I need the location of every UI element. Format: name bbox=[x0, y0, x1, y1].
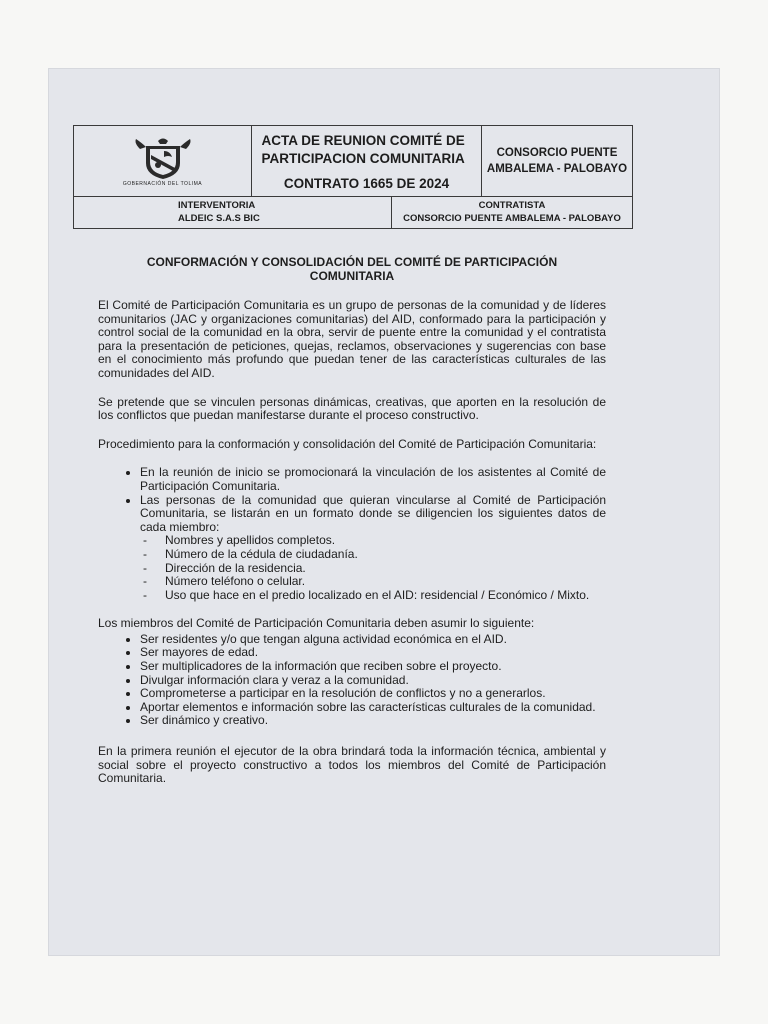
document-title: CONFORMACIÓN Y CONSOLIDACIÓN DEL COMITÉ DE PARTICIPACIÓN COMUNITARIA bbox=[146, 255, 558, 283]
members-intro: Los miembros del Comité de Participación Comunitaria deben asumir lo siguiente: bbox=[98, 616, 535, 631]
consorcio-cell bbox=[482, 126, 632, 196]
list-item: • Ser dinámico y creativo. bbox=[140, 714, 606, 728]
list-item: • Ser mayores de edad. bbox=[140, 646, 606, 660]
contratista-name: CONSORCIO PUENTE AMBALEMA - PALOBAYO bbox=[403, 213, 621, 224]
list-item: • Aportar elementos e información sobre las características culturales de la comunidad. bbox=[140, 701, 606, 715]
contratista-label: CONTRATISTA bbox=[478, 200, 546, 211]
coat-of-arms-icon bbox=[128, 135, 198, 181]
paragraph-definition: El Comité de Participación Comunitaria es un grupo de personas de la comunidad y de líderes comunitarios (JAC y organizaciones comunitarias) del AID, conformado para la participación y control social de la comunidad en la obra, servir de puente entre la comunidad y el contratista para la presentación de peticiones, quejas, reclamos, observaciones y sugerencias con base en el conocimiento más profundo que puedan tener de las características culturales de las comunidades del AID. bbox=[98, 298, 606, 380]
logo-caption: GOBERNACIÓN DEL TOLIMA bbox=[122, 181, 203, 187]
interventoria-name: ALDEIC S.A.S BIC bbox=[178, 213, 260, 224]
acta-title-line1: ACTA DE REUNION COMITÉ DE bbox=[261, 132, 465, 148]
list-item: • Las personas de la comunidad que quieran vincularse al Comité de Participación Comunitaria, se listarán en un formato donde se diligencien los siguientes datos de cada miembro: - Nombres y apellidos completos. - Número de la cédula de ciudadanía. - Dirección de la residencia. - Número teléfono o celular. - Uso que hace en el predio localizado en el AID: residencial / Económico / Mixto. bbox=[140, 494, 606, 603]
gobernacion-logo bbox=[74, 126, 252, 196]
acta-title-line2: PARTICIPACION COMUNITARIA bbox=[261, 150, 465, 166]
list-item: - Nombres y apellidos completos. bbox=[165, 534, 606, 548]
list-item: - Número teléfono o celular. bbox=[165, 575, 606, 589]
document-header-table bbox=[73, 125, 633, 229]
paragraph-purpose: Se pretende que se vinculen personas dinámicas, creativas, que aporten en la resolución de los conflictos que puedan manifestarse durante el proceso constructivo. bbox=[98, 394, 606, 423]
data-fields-list bbox=[140, 534, 606, 602]
interventoria-cell bbox=[74, 197, 392, 228]
list-item: • En la reunión de inicio se promocionará la vinculación de los asistentes al Comité de Participación Comunitaria. bbox=[140, 466, 606, 493]
document-page bbox=[49, 69, 719, 955]
document-body bbox=[98, 255, 606, 801]
contract-number: CONTRATO 1665 DE 2024 bbox=[283, 175, 450, 191]
closing-paragraph: En la primera reunión el ejecutor de la obra brindará toda la información técnica, ambiental y social sobre el proyecto constructivo a todos los miembros del Comité de Participación Comunitaria. bbox=[98, 744, 606, 786]
list-item: • Ser multiplicadores de la información que reciben sobre el proyecto. bbox=[140, 660, 606, 674]
procedure-intro: Procedimiento para la conformación y consolidación del Comité de Participación Comunitaria: bbox=[98, 436, 597, 451]
list-item: - Uso que hace en el predio localizado en el AID: residencial / Económico / Mixto. bbox=[165, 589, 606, 603]
contratista-cell bbox=[392, 197, 632, 228]
list-item: • Comprometerse a participar en la resolución de conflictos y no a generarlos. bbox=[140, 687, 606, 701]
consorcio-line2: AMBALEMA - PALOBAYO bbox=[486, 163, 628, 175]
interventoria-label: INTERVENTORIA bbox=[178, 200, 256, 211]
list-item: • Ser residentes y/o que tengan alguna actividad económica en el AID. bbox=[140, 633, 606, 647]
member-duties-list bbox=[98, 633, 606, 728]
procedure-list bbox=[98, 466, 606, 602]
list-item: - Número de la cédula de ciudadanía. bbox=[165, 548, 606, 562]
consorcio-line1: CONSORCIO PUENTE bbox=[496, 147, 618, 159]
list-item: - Dirección de la residencia. bbox=[165, 562, 606, 576]
list-item: • Divulgar información clara y veraz a la comunidad. bbox=[140, 674, 606, 688]
